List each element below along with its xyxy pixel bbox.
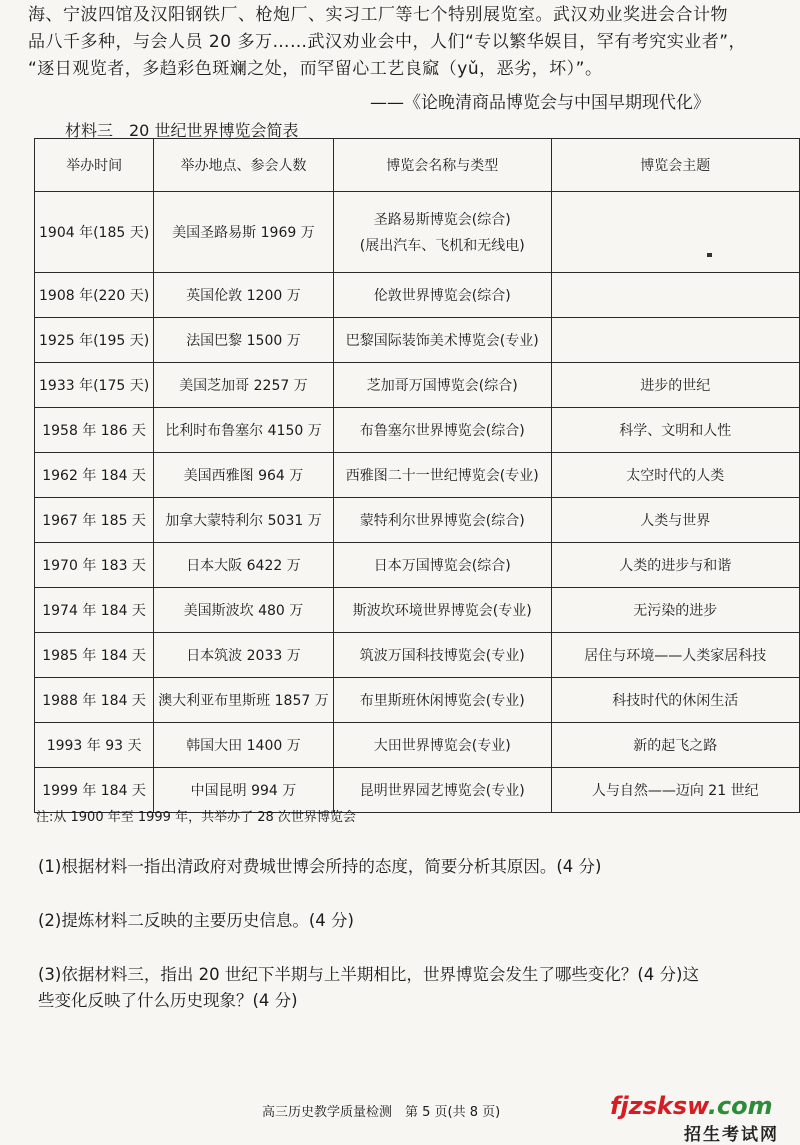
- expo-table: [34, 138, 800, 813]
- cell-time: 1974 年 184 天: [35, 588, 154, 633]
- watermark-logo: [610, 1092, 773, 1120]
- cell-name: 布鲁塞尔世界博览会(综合): [333, 408, 551, 453]
- table-row: [35, 408, 800, 453]
- cell-theme: 人与自然——迈向 21 世纪: [551, 768, 799, 813]
- watermark-subtitle: 招生考试网: [684, 1125, 779, 1145]
- cell-time: 1985 年 184 天: [35, 633, 154, 678]
- cell-theme: 人类与世界: [551, 498, 799, 543]
- table-row: [35, 498, 800, 543]
- cell-place: 澳大利亚布里斯班 1857 万: [154, 678, 334, 723]
- cell-place: 中国昆明 994 万: [154, 768, 334, 813]
- cell-theme: [551, 192, 799, 273]
- cell-place: 美国西雅图 964 万: [154, 453, 334, 498]
- table-row: [35, 633, 800, 678]
- cell-place: 加拿大蒙特利尔 5031 万: [154, 498, 334, 543]
- cell-name: [333, 192, 551, 273]
- table-row: [35, 588, 800, 633]
- cell-theme: 科学、文明和人性: [551, 408, 799, 453]
- cell-place: 美国圣路易斯 1969 万: [154, 192, 334, 273]
- table-row: [35, 723, 800, 768]
- cell-name: 日本万国博览会(综合): [333, 543, 551, 588]
- passage-line: 品八千多种，与会人员 20 多万……武汉劝业会中，人们“专以繁华娱目，罕有考究实业者”，: [28, 32, 747, 52]
- watermark-domain: fjzsksw: [610, 1092, 708, 1120]
- table-row: [35, 678, 800, 723]
- cell-place: 比利时布鲁塞尔 4150 万: [154, 408, 334, 453]
- stray-mark: [707, 253, 712, 257]
- cell-name: 芝加哥万国博览会(综合): [333, 363, 551, 408]
- header-name: 博览会名称与类型: [333, 139, 551, 192]
- table-row: [35, 318, 800, 363]
- material2-passage: [28, 2, 783, 83]
- page-footer: 高三历史教学质量检测 第 5 页(共 8 页): [262, 1105, 501, 1120]
- cell-place: 韩国大田 1400 万: [154, 723, 334, 768]
- material3-title: 材料三 20 世纪世界博览会简表: [65, 121, 299, 140]
- watermark-tld: .com: [707, 1092, 773, 1120]
- cell-time: 1970 年 183 天: [35, 543, 154, 588]
- table-note: 注:从 1900 年至 1999 年，共举办了 28 次世界博览会: [36, 810, 356, 825]
- passage-line: 海、宁波四馆及汉阳钢铁厂、枪炮厂、实习工厂等七个特别展览室。武汉劝业奖进会合计物: [28, 5, 728, 25]
- cell-theme: [551, 273, 799, 318]
- cell-theme: 新的起飞之路: [551, 723, 799, 768]
- cell-name: 斯波坎环境世界博览会(专业): [333, 588, 551, 633]
- table-row: [35, 363, 800, 408]
- passage-line: “逐日观览者，多趋彩色斑斓之处，而罕留心工艺良窳（yǔ，恶劣，坏）”。: [28, 59, 603, 79]
- cell-place: 法国巴黎 1500 万: [154, 318, 334, 363]
- cell-place: 日本大阪 6422 万: [154, 543, 334, 588]
- cell-name: 昆明世界园艺博览会(专业): [333, 768, 551, 813]
- cell-time: 1908 年(220 天): [35, 273, 154, 318]
- cell-time: 1967 年 185 天: [35, 498, 154, 543]
- cell-theme: 科技时代的休闲生活: [551, 678, 799, 723]
- cell-name: 筑波万国科技博览会(专业): [333, 633, 551, 678]
- cell-name: 巴黎国际装饰美术博览会(专业): [333, 318, 551, 363]
- header-time: 举办时间: [35, 139, 154, 192]
- question-3-line1: (3)依据材料三，指出 20 世纪下半期与上半期相比，世界博览会发生了哪些变化？(4 分)这: [38, 965, 699, 984]
- cell-time: 1933 年(175 天): [35, 363, 154, 408]
- cell-name: 伦敦世界博览会(综合): [333, 273, 551, 318]
- cell-place: 日本筑波 2033 万: [154, 633, 334, 678]
- question-3-line2: 些变化反映了什么历史现象？(4 分): [38, 991, 298, 1010]
- header-theme: 博览会主题: [551, 139, 799, 192]
- cell-theme: [551, 318, 799, 363]
- cell-name-note: (展出汽车、飞机和无线电): [359, 238, 525, 254]
- cell-theme: 太空时代的人类: [551, 453, 799, 498]
- table-row: [35, 192, 800, 273]
- table-row: [35, 453, 800, 498]
- cell-theme: 无污染的进步: [551, 588, 799, 633]
- cell-time: 1958 年 186 天: [35, 408, 154, 453]
- header-place: 举办地点、参会人数: [154, 139, 334, 192]
- table-header-row: [35, 139, 800, 192]
- question-1: (1)根据材料一指出清政府对费城世博会所持的态度，简要分析其原因。(4 分): [38, 857, 602, 876]
- table-row: [35, 543, 800, 588]
- table-row: [35, 273, 800, 318]
- cell-time: 1999 年 184 天: [35, 768, 154, 813]
- cell-place: 美国斯波坎 480 万: [154, 588, 334, 633]
- cell-name: 布里斯班休闲博览会(专业): [333, 678, 551, 723]
- cell-name: 蒙特利尔世界博览会(综合): [333, 498, 551, 543]
- cell-theme: 进步的世纪: [551, 363, 799, 408]
- cell-time: 1962 年 184 天: [35, 453, 154, 498]
- cell-time: 1993 年 93 天: [35, 723, 154, 768]
- cell-theme: 人类的进步与和谐: [551, 543, 799, 588]
- cell-time: 1904 年(185 天): [35, 192, 154, 273]
- cell-place: 英国伦敦 1200 万: [154, 273, 334, 318]
- question-2: (2)提炼材料二反映的主要历史信息。(4 分): [38, 911, 354, 930]
- material2-source: ——《论晚清商品博览会与中国早期现代化》: [370, 93, 710, 113]
- cell-name-line: 圣路易斯博览会(综合): [373, 212, 511, 228]
- cell-time: 1988 年 184 天: [35, 678, 154, 723]
- cell-theme: 居住与环境——人类家居科技: [551, 633, 799, 678]
- cell-name: 西雅图二十一世纪博览会(专业): [333, 453, 551, 498]
- cell-place: 美国芝加哥 2257 万: [154, 363, 334, 408]
- cell-name: 大田世界博览会(专业): [333, 723, 551, 768]
- cell-time: 1925 年(195 天): [35, 318, 154, 363]
